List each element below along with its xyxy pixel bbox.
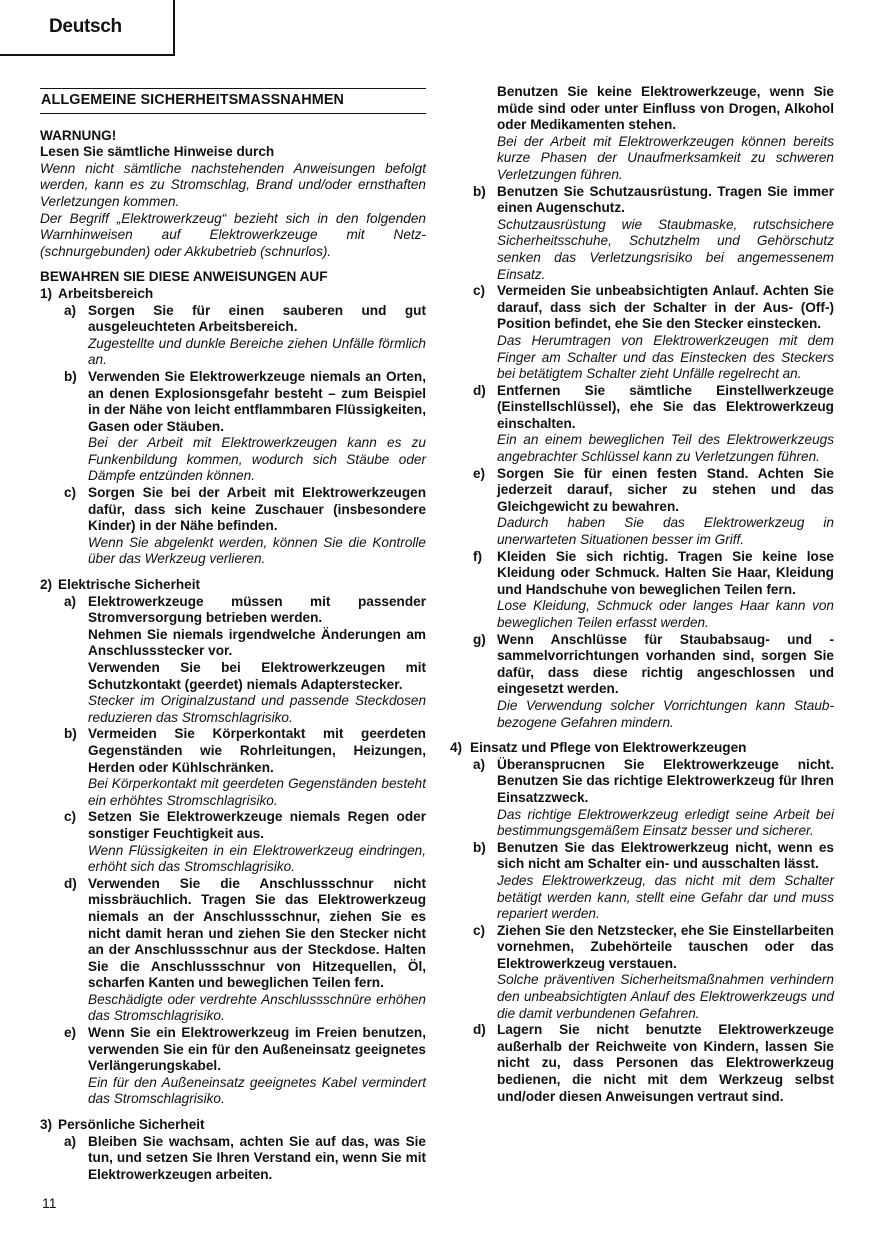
warning-label: WARNUNG! [40, 127, 117, 143]
section-1-heading: 1) Arbeitsbereich [40, 285, 154, 301]
list-item: c) Ziehen Sie den Netzstecker, ehe Sie Einstellarbeiten vornehmen, Zubehörteile tauschen oder das Elektrowerkzeug verstauen. Solche präventiven Sicherheitsmaßnahmen verhindern den unbeabsichtigten Anlauf des Elektrowerkzeugs und die damit verbundenen Gefahren. [473, 922, 834, 1021]
list-item: a) Überansprucnen Sie Elektrowerkzeuge nicht. Benutzen Sie das richtige Elektrowerkzeug für Ihren Einsatzzweck. Das richtige Elektrowerkzeug erledigt seine Arbeit bei bestimmungsgemäßem Einsatz besser und sicherer. [473, 756, 834, 839]
warning-text-2: Der Begriff „Elektrowerkzeug“ bezieht sich in den folgenden Warnhinweisen auf Elektrowerkzeuge mit Netz- (schnurgebunden) oder Akkubetrieb (schnurlos). [40, 210, 426, 259]
keep-instructions: BEWAHREN SIE DIESE ANWEISUNGEN AUF [40, 269, 328, 285]
list-item: b) Vermeiden Sie Körperkontakt mit geerdeten Gegenständen wie Rohrleitungen, Heizungen, Herden oder Kühlschränken. Bei Körperkontakt mit geerdeten Gegenständen besteht ein erhöhtes Stromschlagrisiko. [64, 726, 426, 808]
list-item: a) Elektrowerkzeuge müssen mit passender Stromversorgung betrieben werden. Nehmen Sie niemals irgendwelche Änderungen am Anschlussstecker vor. Verwenden Sie bei Elektrowerkzeugen mit Schutzkontakt (geerdet) niemals Adapterstecker. Stecker im Originalzustand und passende Steckdosen reduzieren das Stromschlagrisiko. [64, 593, 426, 725]
list-item: a) Sorgen Sie für einen sauberen und gut ausgeleuchteten Arbeitsbereich. Zugestellte und dunkle Bereiche ziehen Unfälle förmlich an. [64, 302, 426, 368]
list-item: d) Entfernen Sie sämtliche Einstellwerkzeuge (Einstellschlüssel), ehe Sie das Elektrowerkzeug einschalten. Ein an einem beweglichen Teil des Elektrowerkzeugs angebrachter Schlüssel kann zu Verletzungen führen. [473, 382, 834, 465]
list-item: e) Sorgen Sie für einen festen Stand. Achten Sie jederzeit darauf, sicher zu stehen und das Gleichgewicht zu bewahren. Dadurch haben Sie das Elektrowerkzeug in unerwarteten Situationen besser im Griff. [473, 465, 834, 548]
right-column [450, 84, 834, 1105]
list-item: g) Wenn Anschlüsse für Staubabsaug- und -sammelvorrichtungen vorhanden sind, sorgen Sie dafür, dass diese richtig angeschlossen und eingesetzt werden. Die Verwendung solcher Vorrichtungen kann Staub-bezogene Gefahren mindern. [473, 631, 834, 730]
list-item: Benutzen Sie keine Elektrowerkzeuge, wenn Sie müde sind oder unter Einfluss von Drogen, Alkohol oder Medikamenten stehen. Bei der Arbeit mit Elektrowerkzeugen können bereits kurze Phasen der Unaufmerksamkeit zu schweren Verletzungen führen. [497, 84, 834, 182]
list-item: f) Kleiden Sie sich richtig. Tragen Sie keine lose Kleidung oder Schmuck. Halten Sie Haar, Kleidung und Handschuhe von beweglichen Teilen fern. Lose Kleidung, Schmuck oder langes Haar kann von beweglichen Teilen erfasst werden. [473, 548, 834, 630]
list-item: a) Bleiben Sie wachsam, achten Sie auf das, was Sie tun, und setzen Sie Ihren Verstand ein, wenn Sie mit Elektrowerkzeugen arbeiten. [64, 1133, 426, 1182]
list-item: c) Sorgen Sie bei der Arbeit mit Elektrowerkzeugen dafür, dass sich keine Zuschauer (insbesondere Kinder) in der Nähe befinden. Wenn Sie abgelenkt werden, können Sie die Kontrolle über das Werkzeug verlieren. [64, 485, 426, 567]
list-item: e) Wenn Sie ein Elektrowerkzeug im Freien benutzen, verwenden Sie ein für den Außeneinsatz geeignetes Verlängerungskabel. Ein für den Außeneinsatz geeignetes Kabel vermindert das Stromschlagrisiko. [64, 1025, 426, 1107]
section-3-heading: 3) Persönliche Sicherheit [40, 1117, 205, 1133]
section-2-heading: 2) Elektrische Sicherheit [40, 577, 201, 593]
list-item: b) Verwenden Sie Elektrowerkzeuge niemals an Orten, an denen Explosionsgefahr besteht – zum Beispiel in der Nähe von leicht entflammbaren Flüssigkeiten, Gasen oder Stäuben. Bei der Arbeit mit Elektrowerkzeugen kann es zu Funkenbildung kommen, wodurch sich Stäube oder Dämpfe entzünden können. [64, 368, 426, 484]
list-item: c) Vermeiden Sie unbeabsichtigten Anlauf. Achten Sie darauf, dass sich der Schalter in der Aus- (Off-) Position befindet, ehe Sie den Stecker einstecken. Das Herumtragen von Elektrowerkzeugen mit dem Finger am Schalter und das Einstecken des Steckers bei betätigtem Schalter zieht Unfälle regelrecht an. [473, 283, 834, 382]
left-column [40, 88, 426, 1183]
warning-text-1: Wenn nicht sämtliche nachstehenden Anweisungen befolgt werden, kann es zu Stromschlag, Brand und/oder ernsthaften Verletzungen kommen. [40, 160, 426, 209]
list-item: c) Setzen Sie Elektrowerkzeuge niemals Regen oder sonstiger Feuchtigkeit aus. Wenn Flüssigkeiten in ein Elektrowerkzeug eindringen, erhöht sich das Stromschlagrisiko. [64, 809, 426, 875]
list-item: b) Benutzen Sie das Elektrowerkzeug nicht, wenn es sich nicht am Schalter ein- und ausschalten lässt. Jedes Elektrowerkzeug, das nicht mit dem Schalter betätigt werden kann, stellt eine Gefahr dar und muss repariert werden. [473, 839, 834, 922]
language-tab [0, 0, 175, 56]
warning-lead: Lesen Sie sämtliche Hinweise durch [40, 144, 275, 160]
section-4-heading: 4) Einsatz und Pflege von Elektrowerkzeugen [450, 740, 747, 756]
page-number: 11 [42, 1195, 57, 1211]
language-label: Deutsch [49, 16, 122, 37]
list-item: d) Verwenden Sie die Anschlussschnur nicht missbräuchlich. Tragen Sie das Elektrowerkzeug niemals an der Anschlussschnur, ziehen Sie es nicht damit heran und ziehen Sie den Stecker nicht an der Anschlussschnur aus der Steckdose. Halten Sie die Anschlussschnur von Hitzequellen, Öl, scharfen Kanten und beweglichen Teilen fern. Beschädigte oder verdrehte Anschlussschnüre erhöhen das Stromschlagrisiko. [64, 875, 426, 1024]
list-item: d) Lagern Sie nicht benutzte Elektrowerkzeuge außerhalb der Reichweite von Kindern, lassen Sie nicht zu, dass Personen das Elektrowerkzeug bedienen, die nicht mit dem Werkzeug selbst und/oder diesen Anweisungen vertraut sind. [473, 1022, 834, 1104]
section-title: ALLGEMEINE SICHERHEITSMASSNAHMEN [40, 88, 426, 114]
list-item: b) Benutzen Sie Schutzausrüstung. Tragen Sie immer einen Augenschutz. Schutzausrüstung wie Staubmaske, rutschsichere Sicherheitsschuhe, Schutzhelm und Gehörschutz senken das Verletzungsrisiko bei angemessenem Einsatz. [473, 183, 834, 282]
